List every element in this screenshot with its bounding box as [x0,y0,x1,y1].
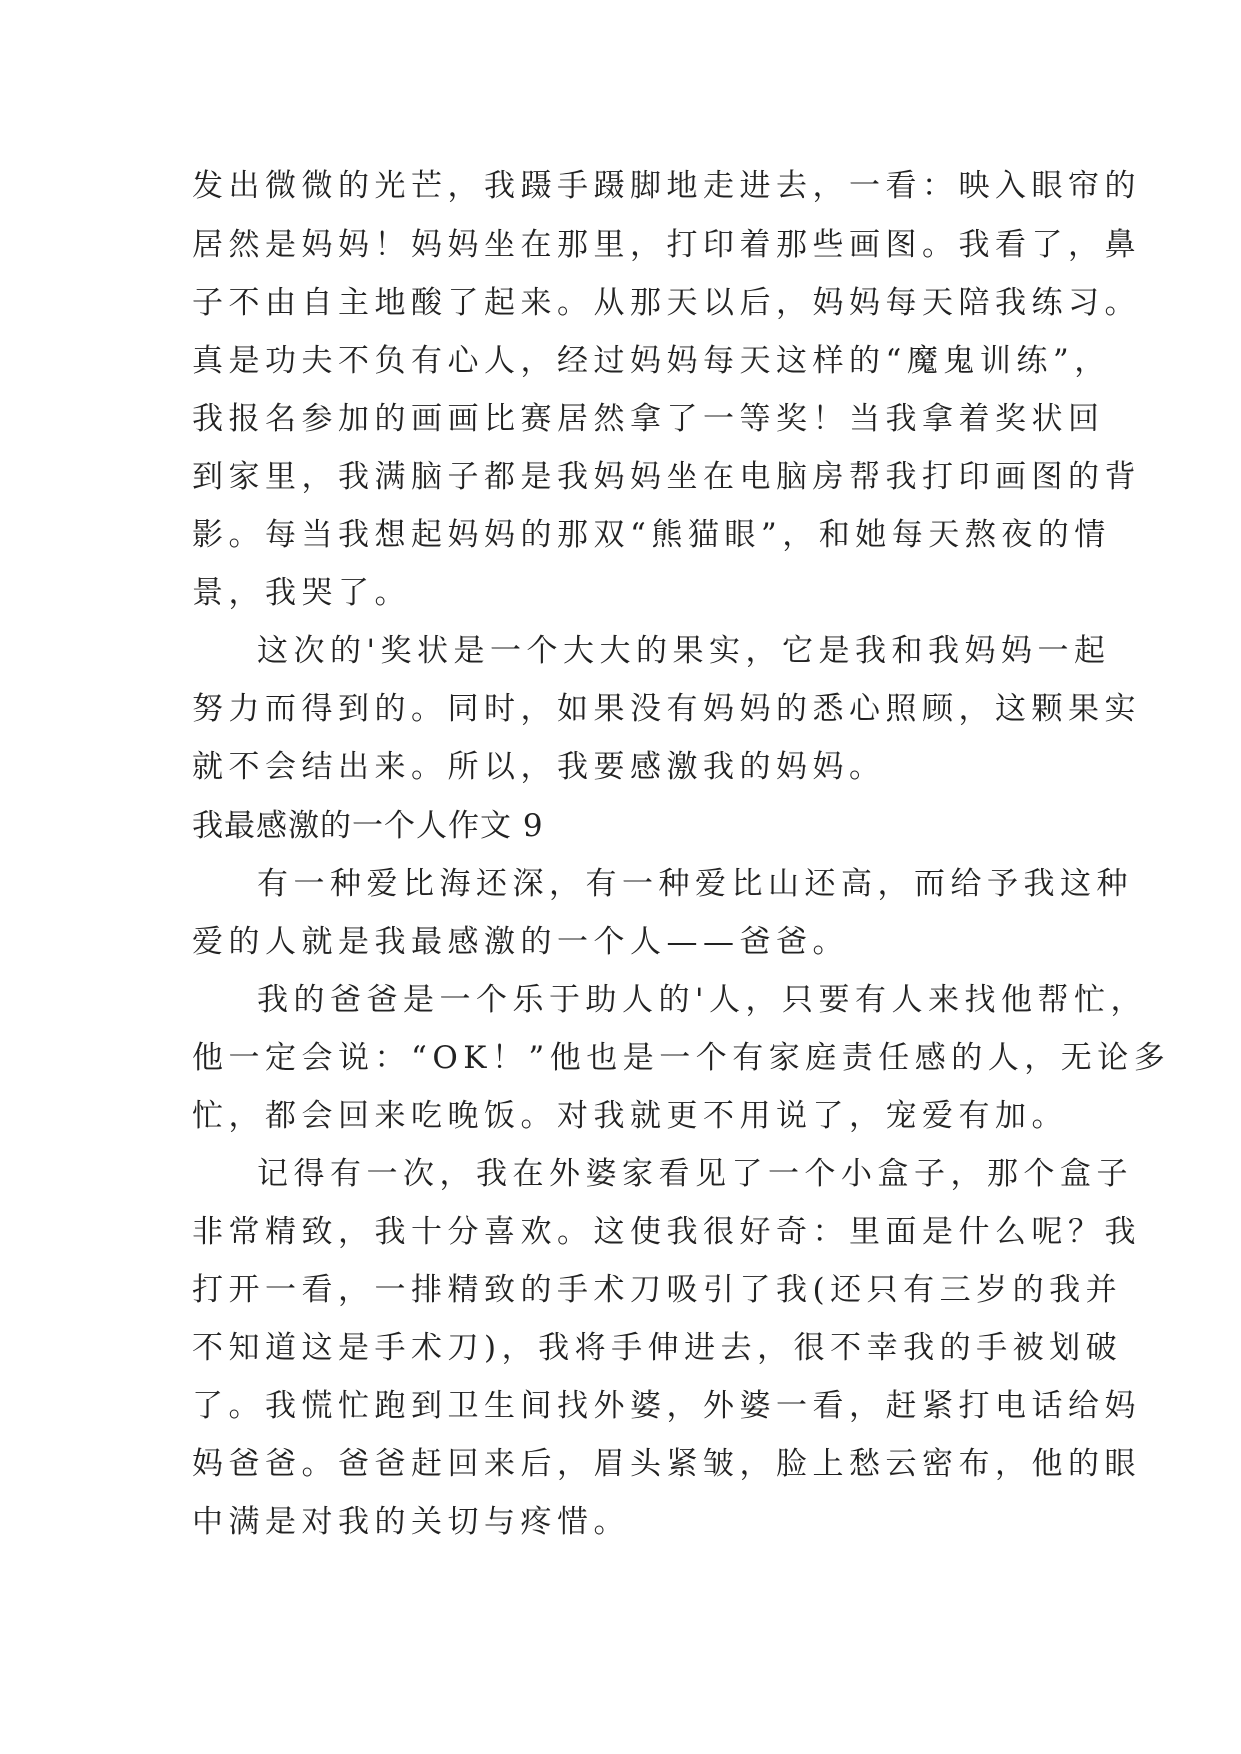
paragraph-first-line: 有一种爱比海还深，有一种爱比山还高，而给予我这种 [257,866,1133,902]
text-line: 居然是妈妈！妈妈坐在那里，打印着那些画图。我看了，鼻 [192,227,1141,263]
text-line: 忙，都会回来吃晚饭。对我就更不用说了，宠爱有加。 [192,1098,1068,1134]
paragraph-first-line: 这次的'奖状是一个大大的果实，它是我和我妈妈一起 [257,633,1111,669]
text-line: 真是功夫不负有心人，经过妈妈每天这样的“魔鬼训练”， [192,343,1111,379]
text-line: 影。每当我想起妈妈的那双“熊猫眼”，和她每天熬夜的情 [192,517,1111,553]
section-heading: 我最感激的一个人作文 9 [192,808,544,844]
text-line: 子不由自主地酸了起来。从那天以后，妈妈每天陪我练习。 [192,285,1141,321]
text-line: 爱的人就是我最感激的一个人——爸爸。 [192,924,849,960]
text-line: 打开一看，一排精致的手术刀吸引了我(还只有三岁的我并 [192,1272,1123,1308]
text-line: 他一定会说：“OK！”他也是一个有家庭责任感的人，无论多 [192,1040,1171,1076]
text-line: 不知道这是手术刀)，我将手伸进去，很不幸我的手被划破 [192,1330,1123,1366]
text-line: 发出微微的光芒，我蹑手蹑脚地走进去，一看：映入眼帘的 [192,168,1141,204]
paragraph-first-line: 记得有一次，我在外婆家看见了一个小盒子，那个盒子 [257,1156,1133,1192]
text-line: 景，我哭了。 [192,575,411,611]
text-line: 我报名参加的画画比赛居然拿了一等奖！当我拿着奖状回 [192,401,1105,437]
text-line: 到家里，我满脑子都是我妈妈坐在电脑房帮我打印画图的背 [192,459,1141,495]
text-line: 非常精致，我十分喜欢。这使我很好奇：里面是什么呢？我 [192,1214,1141,1250]
text-line: 就不会结出来。所以，我要感激我的妈妈。 [192,749,886,785]
text-line: 努力而得到的。同时，如果没有妈妈的悉心照顾，这颗果实 [192,691,1141,727]
text-line: 中满是对我的关切与疼惜。 [192,1504,630,1540]
text-line: 了。我慌忙跑到卫生间找外婆，外婆一看，赶紧打电话给妈 [192,1388,1141,1424]
paragraph-first-line: 我的爸爸是一个乐于助人的'人，只要有人来找他帮忙， [257,982,1148,1018]
text-line: 妈爸爸。爸爸赶回来后，眉头紧皱，脸上愁云密布，他的眼 [192,1446,1141,1482]
